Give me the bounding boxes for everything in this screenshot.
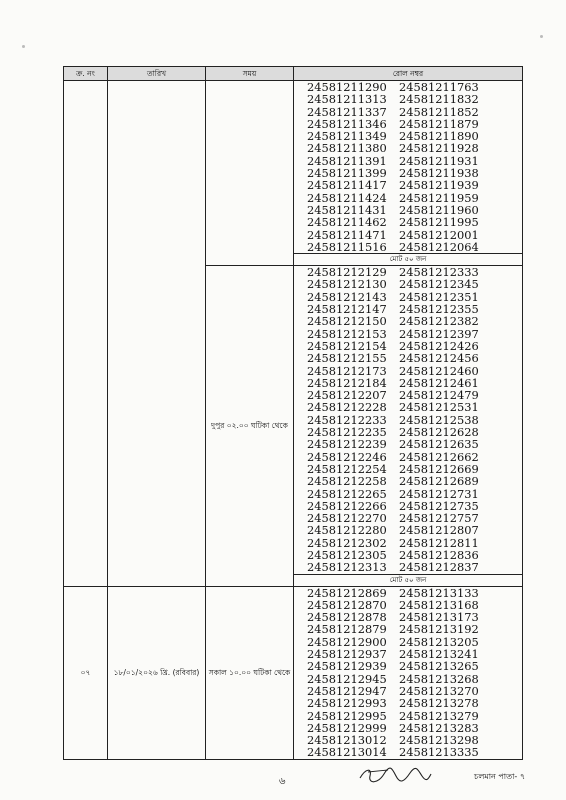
roll-number: 24581213192 — [399, 622, 479, 637]
total-count: মোট ৫০ জন — [294, 254, 523, 266]
roll-number: 24581211879 — [399, 116, 479, 131]
roll-number: 24581212345 — [399, 277, 479, 292]
roll-number: 24581212461 — [399, 375, 479, 390]
roll-number: 24581212130 — [307, 277, 387, 292]
roll-number: 24581213270 — [399, 683, 479, 698]
header-serial: ক্র. নং — [64, 67, 108, 81]
time-cell: সকাল ১০.০০ ঘটিকা থেকে — [206, 586, 294, 759]
roll-number: 24581212731 — [399, 486, 479, 501]
roll-number: 24581212143 — [307, 289, 387, 304]
roll-pair — [294, 524, 522, 536]
roll-number: 24581212154 — [307, 338, 387, 353]
roll-pair — [294, 229, 522, 241]
roll-pair — [294, 179, 522, 191]
roll-pair — [294, 216, 522, 228]
roll-number: 24581212184 — [307, 375, 387, 390]
roll-number: 24581211290 — [307, 80, 387, 94]
roll-pair — [294, 488, 522, 500]
scan-dot — [22, 45, 25, 48]
roll-pair — [294, 623, 522, 635]
roll-number: 24581212900 — [307, 634, 387, 649]
roll-number: 24581211890 — [399, 129, 479, 144]
signature — [358, 764, 433, 786]
roll-number: 24581212878 — [307, 610, 387, 625]
roll-number: 24581211763 — [399, 80, 479, 94]
roll-pair — [294, 93, 522, 105]
roll-number: 24581212207 — [307, 388, 387, 403]
roll-number: 24581212538 — [399, 412, 479, 427]
roll-number: 24581211516 — [307, 239, 387, 254]
roll-number: 24581212479 — [399, 388, 479, 403]
roll-number: 24581211313 — [307, 92, 387, 107]
roll-list — [294, 81, 523, 254]
roll-number: 24581212266 — [307, 498, 387, 513]
roll-number: 24581212879 — [307, 622, 387, 637]
time-cell: দুপুর ০২.০০ ঘটিকা থেকে — [206, 266, 294, 586]
roll-number: 24581212993 — [307, 696, 387, 711]
roll-pair — [294, 660, 522, 672]
roll-number: 24581212939 — [307, 659, 387, 674]
roll-number: 24581212870 — [307, 597, 387, 612]
roll-pair — [294, 315, 522, 327]
roll-pair — [294, 365, 522, 377]
roll-number: 24581212456 — [399, 351, 479, 366]
roll-number: 24581213205 — [399, 634, 479, 649]
roll-number: 24581213298 — [399, 733, 479, 748]
roll-number: 24581212531 — [399, 400, 479, 415]
roll-number: 24581212270 — [307, 511, 387, 526]
roll-number: 24581211417 — [307, 178, 387, 193]
roll-number: 24581212426 — [399, 338, 479, 353]
roll-number: 24581212258 — [307, 474, 387, 489]
roll-number: 24581212302 — [307, 535, 387, 550]
roll-number: 24581212246 — [307, 449, 387, 464]
roll-number: 24581212064 — [399, 239, 479, 254]
roll-number: 24581212235 — [307, 425, 387, 440]
total-count: মোট ৫০ জন — [294, 574, 523, 586]
table-row — [64, 586, 523, 759]
roll-pair — [294, 746, 522, 758]
roll-number: 24581211960 — [399, 202, 479, 217]
serial-cell: ০৭ — [64, 586, 108, 759]
roll-number: 24581211431 — [307, 202, 387, 217]
roll-number: 24581212280 — [307, 523, 387, 538]
roll-number: 24581212265 — [307, 486, 387, 501]
roll-list — [294, 266, 523, 574]
roll-number: 24581212869 — [307, 585, 387, 600]
roll-number: 24581213012 — [307, 733, 387, 748]
roll-table — [63, 66, 523, 760]
roll-number: 24581211471 — [307, 227, 387, 242]
serial-cell — [64, 81, 108, 587]
roll-number: 24581211399 — [307, 166, 387, 181]
table-header-row — [64, 67, 523, 81]
roll-number: 24581212628 — [399, 425, 479, 440]
roll-number: 24581211995 — [399, 215, 479, 230]
roll-number: 24581213279 — [399, 708, 479, 723]
roll-pair — [294, 475, 522, 487]
roll-number: 24581211852 — [399, 104, 479, 119]
roll-number: 24581213278 — [399, 696, 479, 711]
roll-number: 24581213014 — [307, 745, 387, 760]
roll-number: 24581213283 — [399, 720, 479, 735]
table-row — [64, 81, 523, 254]
roll-pair — [294, 142, 522, 154]
roll-number: 24581211346 — [307, 116, 387, 131]
roll-number: 24581212999 — [307, 720, 387, 735]
roll-number: 24581212460 — [399, 363, 479, 378]
roll-number: 24581212150 — [307, 314, 387, 329]
page-number: ৬ — [279, 776, 286, 787]
roll-list — [294, 586, 523, 759]
roll-number: 24581211424 — [307, 190, 387, 205]
roll-pair — [294, 241, 522, 253]
roll-number: 24581212239 — [307, 437, 387, 452]
roll-pair — [294, 561, 522, 573]
date-cell: ১৮/০১/২০২৬ খ্রি. (রবিবার) — [108, 586, 206, 759]
roll-number: 24581212689 — [399, 474, 479, 489]
roll-number: 24581212313 — [307, 560, 387, 575]
roll-number: 24581212397 — [399, 326, 479, 341]
roll-number: 24581211938 — [399, 166, 479, 181]
roll-number: 24581212153 — [307, 326, 387, 341]
roll-number: 24581211959 — [399, 190, 479, 205]
roll-number: 24581213173 — [399, 610, 479, 625]
roll-number: 24581211931 — [399, 153, 479, 168]
roll-number: 24581212355 — [399, 302, 479, 317]
roll-number: 24581211939 — [399, 178, 479, 193]
roll-number: 24581212735 — [399, 498, 479, 513]
roll-number: 24581212254 — [307, 461, 387, 476]
roll-number: 24581211832 — [399, 92, 479, 107]
roll-number: 24581212635 — [399, 437, 479, 452]
roll-number: 24581212945 — [307, 671, 387, 686]
roll-number: 24581211928 — [399, 141, 479, 156]
scan-dot — [540, 35, 543, 38]
roll-number: 24581213268 — [399, 671, 479, 686]
roll-number: 24581212837 — [399, 560, 479, 575]
roll-number: 24581213241 — [399, 647, 479, 662]
date-cell — [108, 81, 206, 587]
roll-number: 24581212811 — [399, 535, 479, 550]
roll-number: 24581213265 — [399, 659, 479, 674]
roll-number: 24581212173 — [307, 363, 387, 378]
roll-number: 24581212351 — [399, 289, 479, 304]
roll-number: 24581212228 — [307, 400, 387, 415]
roll-number: 24581212995 — [307, 708, 387, 723]
roll-number: 24581212669 — [399, 461, 479, 476]
roll-pair — [294, 401, 522, 413]
roll-pair — [294, 697, 522, 709]
roll-number: 24581212147 — [307, 302, 387, 317]
roll-number: 24581212836 — [399, 547, 479, 562]
roll-number: 24581211337 — [307, 104, 387, 119]
roll-pair — [294, 278, 522, 290]
roll-number: 24581212129 — [307, 265, 387, 280]
header-date: তারিখ — [108, 67, 206, 81]
roll-number: 24581212382 — [399, 314, 479, 329]
roll-pair — [294, 438, 522, 450]
roll-number: 24581211391 — [307, 153, 387, 168]
header-time: সময় — [206, 67, 294, 81]
roll-number: 24581212155 — [307, 351, 387, 366]
roll-number: 24581213133 — [399, 585, 479, 600]
roll-number: 24581211462 — [307, 215, 387, 230]
roll-number: 24581212001 — [399, 227, 479, 242]
roll-number: 24581211380 — [307, 141, 387, 156]
roll-pair — [294, 710, 522, 722]
continuation-note: চলমান পাতা- ৭ — [474, 772, 526, 781]
roll-number: 24581212807 — [399, 523, 479, 538]
roll-number: 24581212947 — [307, 683, 387, 698]
roll-number: 24581212937 — [307, 647, 387, 662]
roll-number: 24581212662 — [399, 449, 479, 464]
roll-number: 24581212333 — [399, 265, 479, 280]
roll-number: 24581212305 — [307, 547, 387, 562]
roll-pair — [294, 352, 522, 364]
time-cell — [206, 81, 294, 266]
roll-number: 24581213168 — [399, 597, 479, 612]
roll-number: 24581213335 — [399, 745, 479, 760]
roll-number: 24581212233 — [307, 412, 387, 427]
header-roll: রোল নম্বর — [294, 67, 523, 81]
roll-number: 24581212757 — [399, 511, 479, 526]
roll-number: 24581211349 — [307, 129, 387, 144]
